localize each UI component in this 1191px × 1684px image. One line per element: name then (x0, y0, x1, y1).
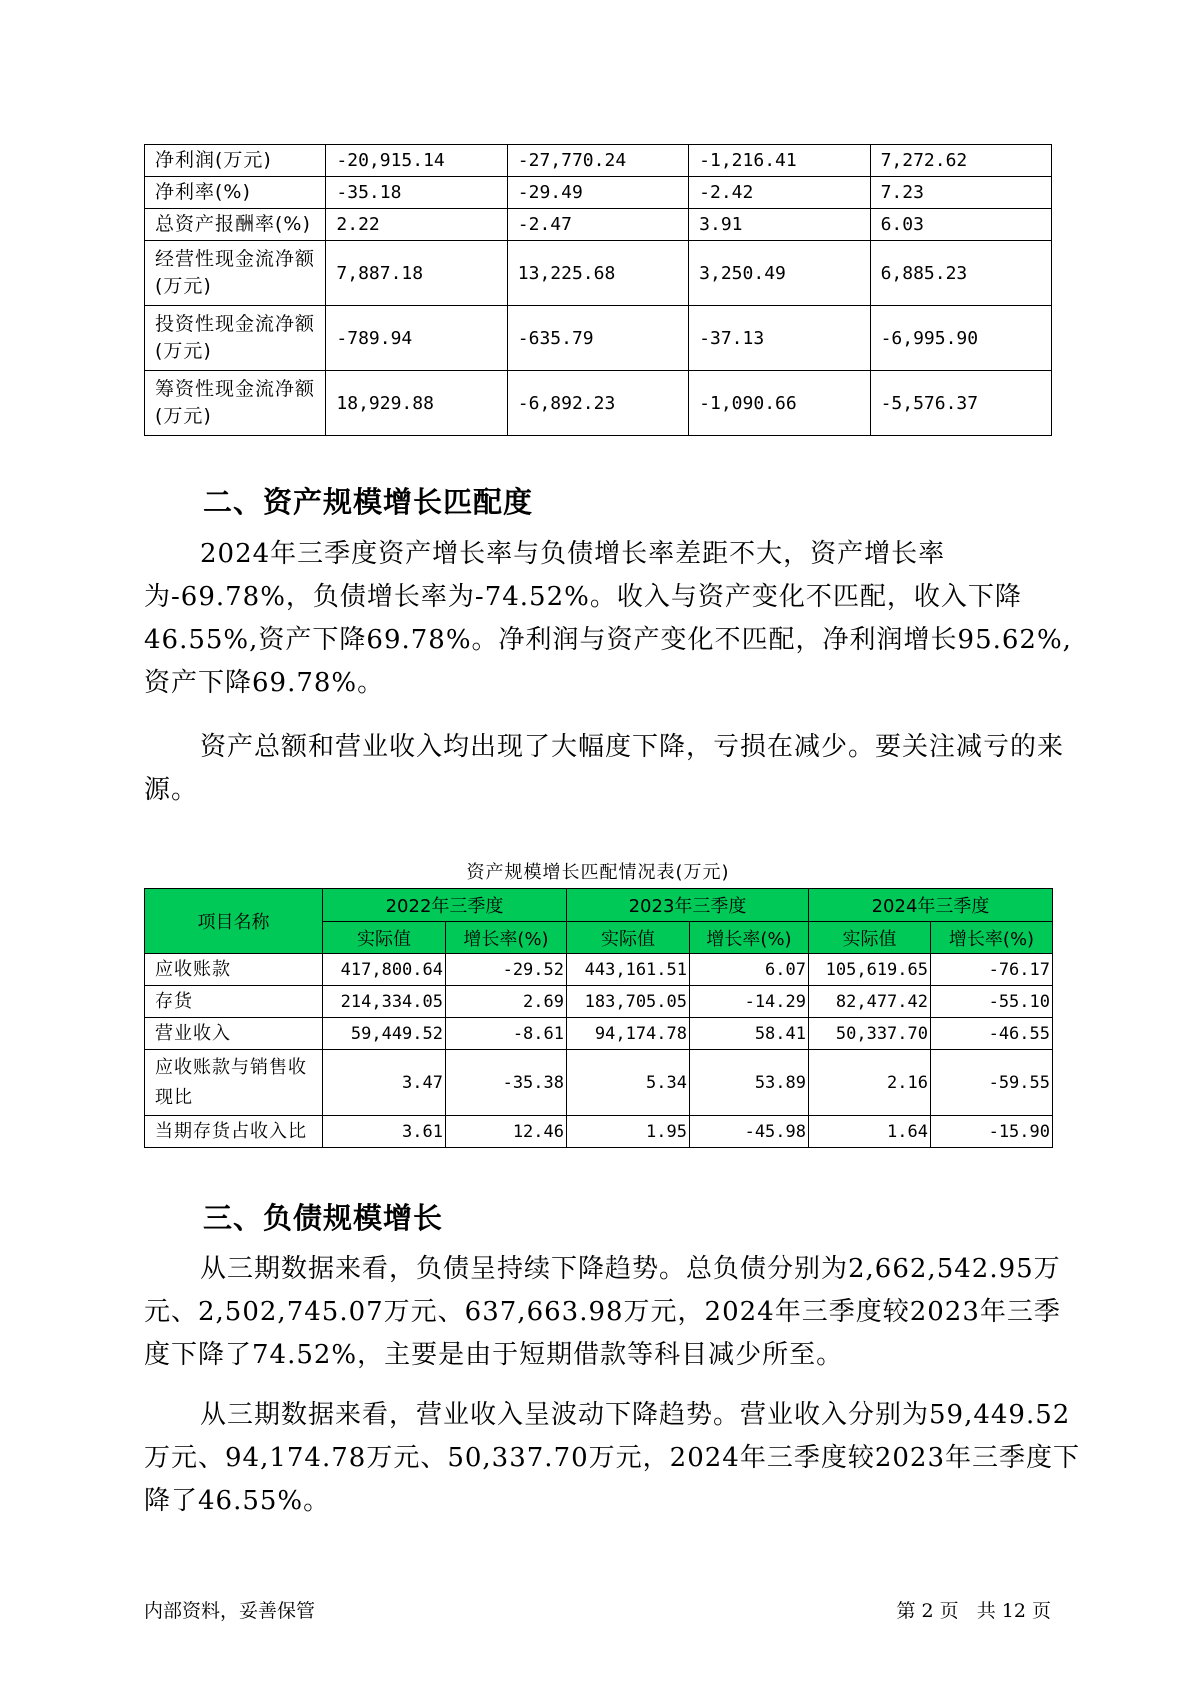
table-row (145, 986, 1053, 1018)
table-cell: 82,477.42 (809, 986, 931, 1018)
table-cell: -1,090.66 (689, 371, 870, 436)
body-paragraph: 从三期数据来看，营业收入呈波动下降趋势。营业收入分别为59,449.52万元、94,174.78万元、50,337.70万元，2024年三季度较2023年三季度下降了46.55%。 (144, 1400, 1080, 1516)
section-heading: 三、负债规模增长 (203, 1201, 444, 1235)
financial-metrics-table (144, 144, 1052, 436)
row-label: 投资性现金流净额(万元) (145, 306, 326, 371)
table-cell: -15.90 (931, 1116, 1053, 1148)
table-cell: 50,337.70 (809, 1018, 931, 1050)
table-caption: 资产规模增长匹配情况表(万元) (466, 862, 730, 883)
table-cell: 2.16 (809, 1050, 931, 1116)
period-header: 2022年三季度 (323, 889, 567, 922)
body-paragraph: 资产总额和营业收入均出现了大幅度下降，亏损在减少。要关注减亏的来源。 (144, 732, 1065, 805)
row-label: 营业收入 (145, 1018, 323, 1050)
table-cell: -6,892.23 (507, 371, 688, 436)
table-row (145, 1018, 1053, 1050)
table-cell: -35.18 (326, 177, 507, 209)
table-cell: 183,705.05 (567, 986, 690, 1018)
table-cell: 7.23 (870, 177, 1051, 209)
table-cell: 94,174.78 (567, 1018, 690, 1050)
table-cell: 1.95 (567, 1116, 690, 1148)
column-header: 项目名称 (145, 889, 323, 954)
table-cell: -76.17 (931, 954, 1053, 986)
table-cell: 53.89 (690, 1050, 809, 1116)
table-row (145, 177, 1052, 209)
footer-page-number: 第 2 页 共 12 页 (896, 1600, 1051, 1622)
row-label: 存货 (145, 986, 323, 1018)
table-cell: 3,250.49 (689, 241, 870, 306)
table-cell: -6,995.90 (870, 306, 1051, 371)
table-cell: -5,576.37 (870, 371, 1051, 436)
row-label: 净利润(万元) (145, 145, 326, 177)
period-header: 2024年三季度 (809, 889, 1053, 922)
table-cell: 3.47 (323, 1050, 446, 1116)
subheader-actual: 实际值 (567, 922, 690, 954)
footer-confidential-note: 内部资料，妥善保管 (144, 1600, 316, 1622)
body-paragraph: 从三期数据来看，负债呈持续下降趋势。总负债分别为2,662,542.95万元、2,502,745.07万元、637,663.98万元，2024年三季度较2023年三季度下降了74.52%，主要是由于短期借款等科目减少所至。 (144, 1254, 1061, 1370)
table-cell: -27,770.24 (507, 145, 688, 177)
table-cell: -46.55 (931, 1018, 1053, 1050)
table-cell: -635.79 (507, 306, 688, 371)
table-cell: 443,161.51 (567, 954, 690, 986)
row-label: 筹资性现金流净额(万元) (145, 371, 326, 436)
table-cell: 6.07 (690, 954, 809, 986)
subheader-growth: 增长率(%) (690, 922, 809, 954)
table-cell: -29.49 (507, 177, 688, 209)
row-label: 应收账款 (145, 954, 323, 986)
table-row (145, 371, 1052, 436)
table-cell: -14.29 (690, 986, 809, 1018)
table-header-row (145, 889, 1053, 922)
table-cell: 214,334.05 (323, 986, 446, 1018)
table-cell: -45.98 (690, 1116, 809, 1148)
table-cell: 3.61 (323, 1116, 446, 1148)
table-row (145, 1050, 1053, 1116)
table-cell: 2.22 (326, 209, 507, 241)
subheader-growth: 增长率(%) (931, 922, 1053, 954)
table-cell: -29.52 (446, 954, 567, 986)
subheader-actual: 实际值 (323, 922, 446, 954)
table-cell: -35.38 (446, 1050, 567, 1116)
table-cell: -2.47 (507, 209, 688, 241)
table-cell: 7,887.18 (326, 241, 507, 306)
table-cell: -789.94 (326, 306, 507, 371)
table-cell: 18,929.88 (326, 371, 507, 436)
table-cell: 1.64 (809, 1116, 931, 1148)
body-paragraph: 2024年三季度资产增长率与负债增长率差距不大，资产增长率为-69.78%，负债增长率为-74.52%。收入与资产变化不匹配，收入下降46.55%,资产下降69.78%。净利润与资产变化不匹配，净利润增长95.62%,资产下降69.78%。 (144, 539, 1072, 698)
table-cell: 3.91 (689, 209, 870, 241)
table-cell: -8.61 (446, 1018, 567, 1050)
section-heading: 二、资产规模增长匹配度 (203, 485, 534, 519)
table-cell: -1,216.41 (689, 145, 870, 177)
table-cell: 6,885.23 (870, 241, 1051, 306)
table-cell: 105,619.65 (809, 954, 931, 986)
row-label: 经营性现金流净额(万元) (145, 241, 326, 306)
subheader-actual: 实际值 (809, 922, 931, 954)
table-row (145, 241, 1052, 306)
table-cell: 417,800.64 (323, 954, 446, 986)
table-cell: -37.13 (689, 306, 870, 371)
table-row (145, 145, 1052, 177)
table-cell: 5.34 (567, 1050, 690, 1116)
table-cell: 59,449.52 (323, 1018, 446, 1050)
table-cell: 13,225.68 (507, 241, 688, 306)
table-row (145, 306, 1052, 371)
period-header: 2023年三季度 (567, 889, 809, 922)
table-row (145, 954, 1053, 986)
subheader-growth: 增长率(%) (446, 922, 567, 954)
table-cell: -59.55 (931, 1050, 1053, 1116)
table-cell: 6.03 (870, 209, 1051, 241)
row-label: 当期存货占收入比 (145, 1116, 323, 1148)
table-cell: 58.41 (690, 1018, 809, 1050)
table-row (145, 209, 1052, 241)
row-label: 总资产报酬率(%) (145, 209, 326, 241)
table-cell: -20,915.14 (326, 145, 507, 177)
asset-growth-match-table (144, 888, 1053, 1148)
table-cell: -55.10 (931, 986, 1053, 1018)
table-cell: 2.69 (446, 986, 567, 1018)
table-row (145, 1116, 1053, 1148)
table-cell: -2.42 (689, 177, 870, 209)
table-cell: 7,272.62 (870, 145, 1051, 177)
table-cell: 12.46 (446, 1116, 567, 1148)
row-label: 应收账款与销售收现比 (145, 1050, 323, 1116)
row-label: 净利率(%) (145, 177, 326, 209)
